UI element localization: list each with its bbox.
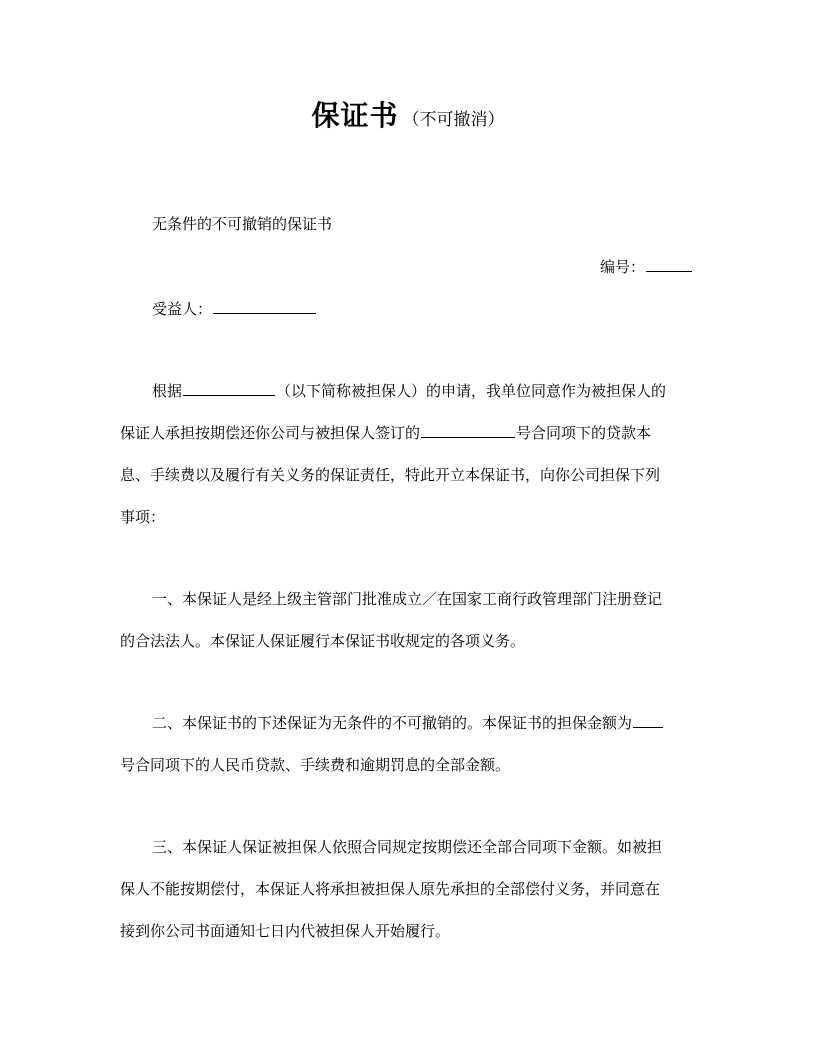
title-sub: （不可撤消） (402, 110, 505, 130)
subtitle: 无条件的不可撤销的保证书 (152, 215, 333, 233)
beneficiary-label: 受益人： (152, 300, 213, 318)
intro-line-4: 事项： (120, 508, 166, 526)
clause3-line-2: 保人不能按期偿付，本保证人将承担被担保人原先承担的全部偿付义务，并同意在 (120, 880, 661, 898)
amount-blank (633, 712, 663, 728)
intro-line-3: 息、手续费以及履行有关义务的保证责任，特此开立本保证书，向你公司担保下列 (120, 466, 661, 484)
number-label: 编号： (600, 258, 646, 276)
intro-text-2a: 保证人承担按期偿还你公司与被担保人签订的 (120, 424, 421, 442)
number-line (600, 256, 693, 278)
clause2-line-1 (152, 712, 664, 734)
intro-line-1 (152, 380, 666, 402)
beneficiary-line (152, 298, 317, 320)
clause1-line-2: 的合法法人。本保证人保证履行本保证书收规定的各项义务。 (120, 632, 526, 650)
document-title (0, 96, 816, 140)
clause3-line-1: 三、本保证人保证被担保人依照合同规定按期偿还全部合同项下金额。如被担 (152, 838, 663, 856)
clause2-line-2: 号合同项下的人民币贷款、手续费和逾期罚息的全部金额。 (120, 756, 511, 774)
number-blank (646, 256, 692, 272)
intro-text-2b: 号合同项下的贷款本 (516, 424, 652, 442)
clause3-line-3: 接到你公司书面通知七日内代被担保人开始履行。 (120, 922, 451, 940)
clause2-text-1: 二、本保证书的下述保证为无条件的不可撤销的。本保证书的担保金额为 (152, 714, 633, 732)
intro-text-1a: 根据 (152, 382, 183, 400)
contract-number-blank (421, 422, 515, 438)
intro-text-1b: （以下简称被担保人）的申请，我单位同意作为被担保人的 (276, 382, 667, 400)
title-main: 保证书 (311, 99, 399, 132)
intro-line-2 (120, 422, 651, 444)
applicant-blank (183, 380, 275, 396)
beneficiary-blank (213, 298, 316, 314)
clause1-line-1: 一、本保证人是经上级主管部门批准成立／在国家工商行政管理部门注册登记 (152, 590, 663, 608)
